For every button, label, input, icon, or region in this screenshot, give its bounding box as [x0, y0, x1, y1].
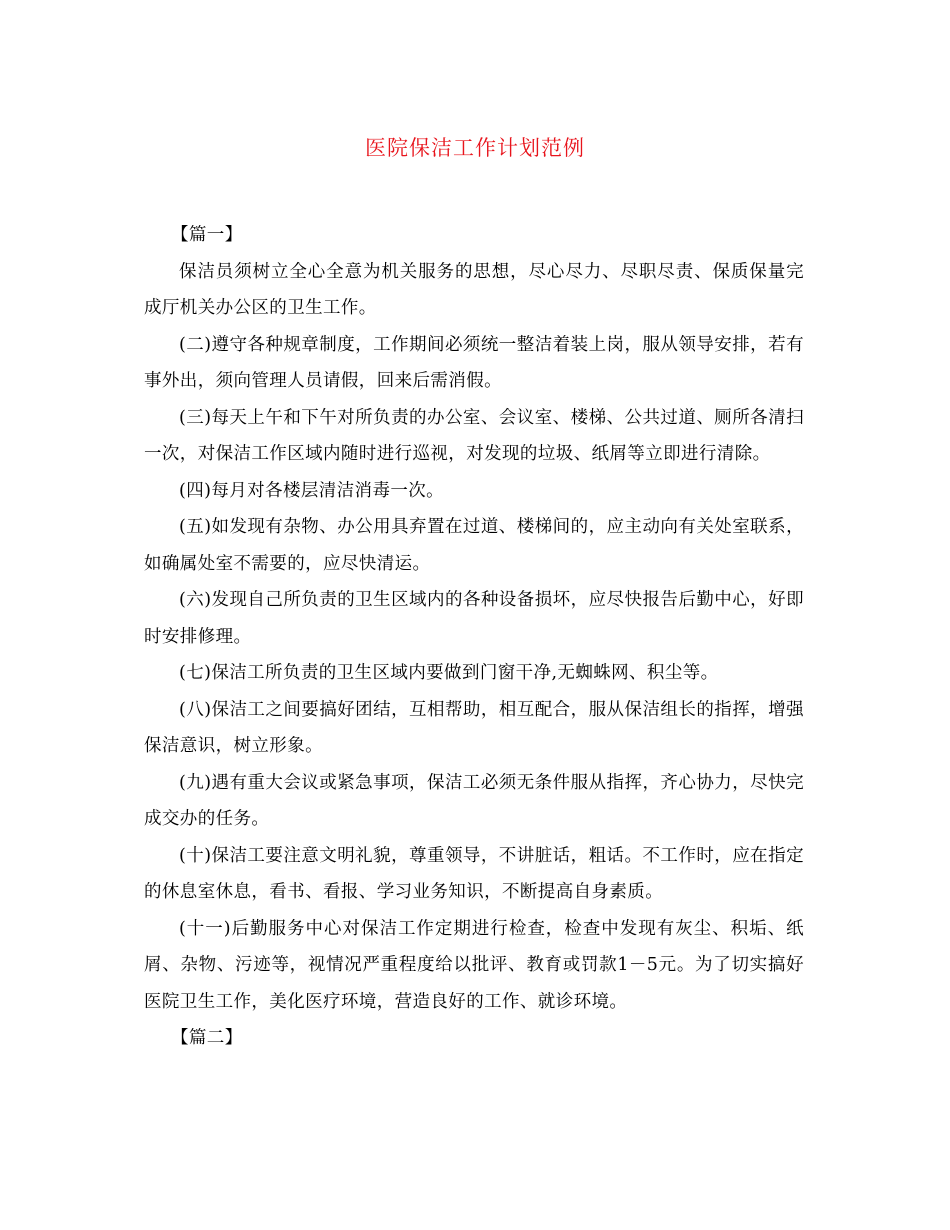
paragraph-7: (七)保洁工所负责的卫生区域内要做到门窗干净,无蜘蛛网、积尘等。: [179, 663, 719, 683]
paragraph-8: (八)保洁工之间要搞好团结，互相帮助，相互配合，服从保洁组长的指挥，增强保洁意识，树立形象。: [144, 699, 804, 756]
section-heading-2: 【篇二】: [171, 1028, 243, 1048]
paragraph-4: (四)每月对各楼层清洁消毒一次。: [179, 480, 445, 501]
section-heading-1: 【篇一】: [171, 225, 243, 245]
paragraph-3: (三)每天上午和下午对所负责的办公室、会议室、楼梯、公共过道、厕所各清扫一次，对保洁工作区域内随时进行巡视，对发现的垃圾、纸屑等立即进行清除。: [144, 407, 804, 464]
document-title: 医院保洁工作计划范例: [365, 136, 585, 160]
paragraph-5: (五)如发现有杂物、办公用具弃置在过道、楼梯间的，应主动向有关处室联系，如确属处室不需要的，应尽快清运。: [144, 517, 804, 574]
paragraph-1: 保洁员须树立全心全意为机关服务的思想，尽心尽力、尽职尽责、保质保量完成厅机关办公区的卫生工作。: [144, 261, 804, 318]
paragraph-10: (十)保洁工要注意文明礼貌，尊重领导，不讲脏话，粗话。不工作时，应在指定的休息室休息，看书、看报、学习业务知识，不断提高自身素质。: [144, 845, 804, 902]
paragraph-9: (九)遇有重大会议或紧急事项，保洁工必须无条件服从指挥，齐心协力，尽快完成交办的任务。: [144, 772, 804, 829]
paragraph-2: (二)遵守各种规章制度，工作期间必须统一整洁着装上岗，服从领导安排，若有事外出，须向管理人员请假，回来后需消假。: [144, 334, 804, 391]
paragraph-11: (十一)后勤服务中心对保洁工作定期进行检查，检查中发现有灰尘、积垢、纸屑、杂物、污迹等，视情况严重程度给以批评、教育或罚款1－5元。为了切实搞好医院卫生工作，美化医疗环境，营造良好的工作、就诊环境。: [144, 918, 804, 1012]
document-body: [144, 217, 804, 1057]
paragraph-6: (六)发现自己所负责的卫生区域内的各种设备损坏，应尽快报告后勤中心，好即时安排修理。: [144, 590, 804, 647]
